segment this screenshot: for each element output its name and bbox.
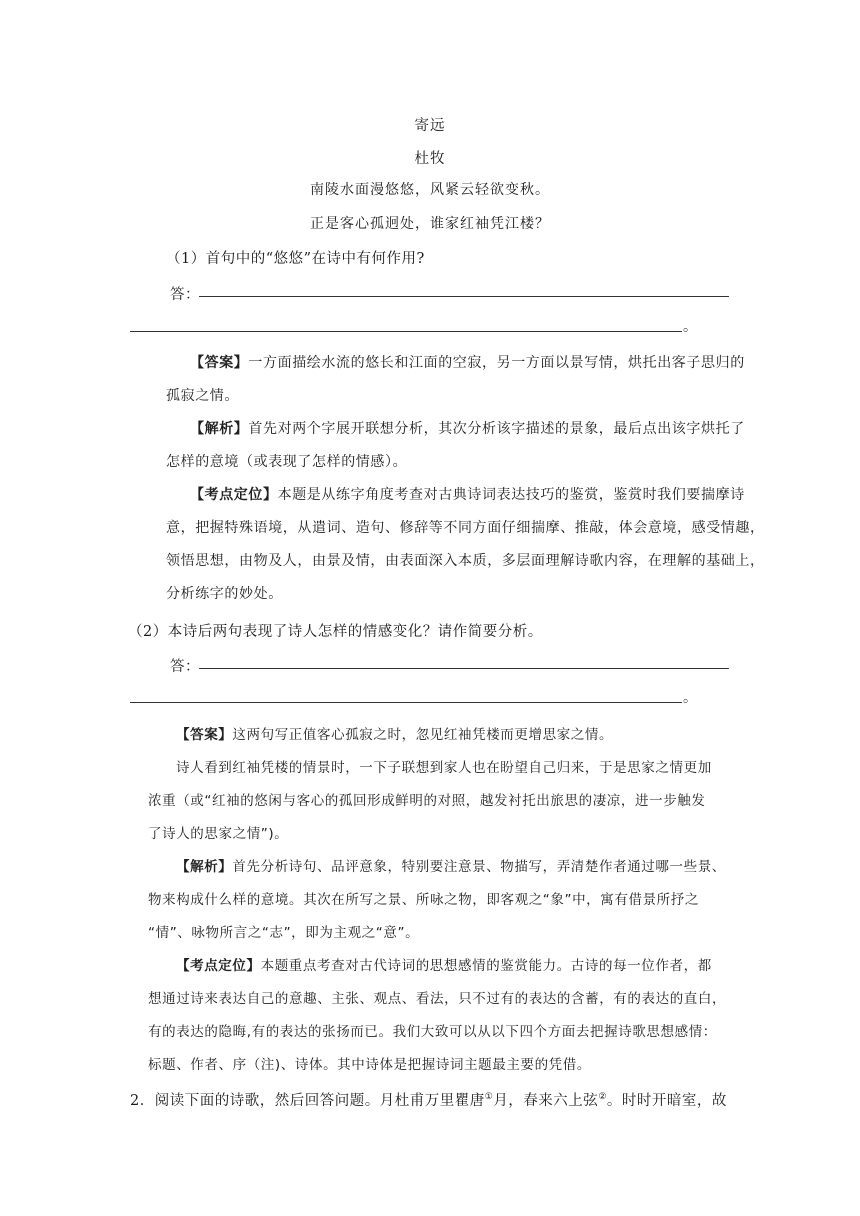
focus-tag: 【考点定位】 [190,487,278,503]
q1-answer-line-2[interactable] [130,331,682,332]
q1-analysis-text-2: 怎样的意境（或表现了怎样的情感）。 [166,454,408,470]
analysis-tag: 【解析】 [176,859,233,875]
poem-title: 寄远 [414,118,446,134]
q2-period: 。 [683,690,697,706]
q1-focus-text-3: 领悟思想，由物及人，由景及情，由表面深入本质，多层面理解诗歌内容，在理解的基础上， [166,553,765,569]
q2-answer-text-4: 了诗人的思家之情”)。 [148,826,289,842]
q-next-text-1: 2．阅读下面的诗歌，然后回答问题。月杜甫万里瞿唐 [130,1093,485,1109]
answer-tag: 【答案】 [176,727,233,743]
footnote-ref-2: ② [598,1092,607,1103]
q2-answer-line-1[interactable] [199,668,729,669]
q1-answer-line-1[interactable] [199,296,729,297]
q-next-text-3: 。时时开暗室，故 [606,1093,727,1109]
q-next-text-2: 月，春来六上弦 [493,1093,599,1109]
q2-analysis-text-3: “情”、咏物所言之“志”，即为主观之“意”。 [148,925,420,941]
question-2: （2）本诗后两句表现了诗人怎样的情感变化？请作简要分析。 [128,624,543,640]
q1-analysis-text-1: 首先对两个字展开联想分析，其次分析该字描述的景象，最后点出该字烘托了 [248,421,745,437]
q2-focus-text-4: 标题、作者、序（注)、诗体。其中诗体是把握诗词主题最主要的凭借。 [148,1057,591,1073]
footnote-ref-1: ① [484,1092,494,1103]
q1-focus-text-4: 分析练字的妙处。 [166,586,283,602]
poem-line-2: 正是客心孤迥处，谁家红袖凭江楼？ [310,216,550,232]
q1-answer-text-1: 一方面描绘水流的悠长和江面的空寂，另一方面以景写情，烘托出客子思归的 [248,355,745,371]
q2-answer-text-3: 浓重（或“红袖的悠闲与客心的孤回形成鲜明的对照，越发衬托出旅思的凄凉，进一步触发 [148,793,706,809]
q2-focus-text-3: 有的表达的隐晦,有的表达的张扬而已。我们大致可以从以下四个方面去把握诗歌思想感情： [148,1024,717,1040]
poem-line-1: 南陵水面漫悠悠，风紧云轻欲变秋。 [310,182,550,198]
q2-focus-text-1: 本题重点考查对古代诗词的思想感情的鉴赏能力。古诗的每一位作者，都 [260,958,712,974]
q1-answer-prefix: 答： [170,287,200,303]
q2-answer-line-2[interactable] [130,702,682,703]
q1-answer-text-2: 孤寂之情。 [166,388,239,404]
q2-focus-text-2: 想通过诗来表达自己的意趣、主张、观点、看法，只不过有的表达的含蓄，有的表达的直白， [148,991,727,1007]
q1-period: 。 [683,319,697,335]
q2-answer-text-2: 诗人看到红袖凭楼的情景时，一下子联想到家人也在盼望自己归来，于是思家之情更加 [176,760,712,776]
answer-tag: 【答案】 [190,355,249,371]
poem-author: 杜牧 [414,151,446,167]
q2-analysis-text-1: 首先分析诗句、品评意象，特别要注意景、物描写，弄清楚作者通过哪一些景、 [232,859,726,875]
q2-answer-prefix: 答： [170,659,200,675]
question-1: （1）首句中的“悠悠”在诗中有何作用? [166,251,425,267]
focus-tag: 【考点定位】 [176,958,261,974]
q2-answer-text-1: 这两句写正值客心孤寂之时，忽见红袖凭楼而更增思家之情。 [232,727,614,743]
q1-focus-text-2: 意，把握特殊语境，从遣词、造句、修辞等不同方面仔细揣摩、推敲，体会意境，感受情趣， [166,520,765,536]
q1-focus-text-1: 本题是从练字角度考查对古典诗词表达技巧的鉴赏，鉴赏时我们要揣摩诗 [277,487,745,503]
analysis-tag: 【解析】 [190,421,249,437]
q2-analysis-text-2: 物来构成什么样的意境。其次在所写之景、所咏之物，即客观之“象”中，寓有借景所抒之 [148,892,699,908]
question-next [130,1089,727,1110]
